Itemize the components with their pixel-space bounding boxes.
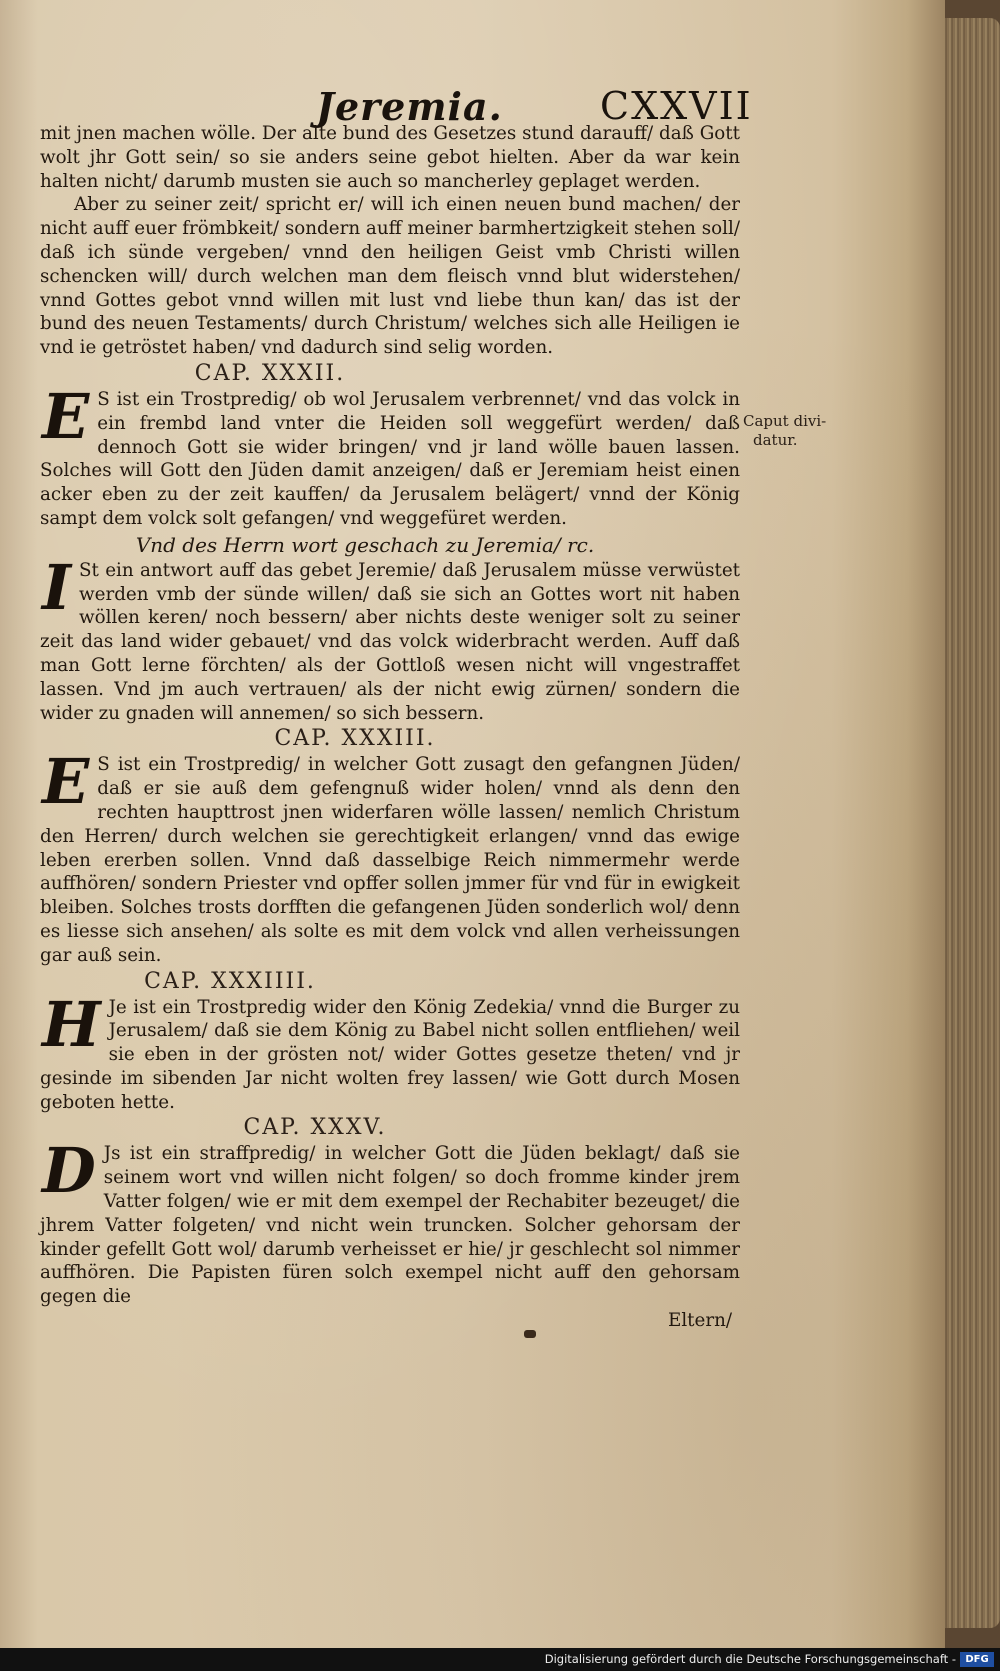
marginal-note [743, 412, 853, 450]
paragraph-chapter-35 [40, 1134, 740, 1309]
drop-initial-h: H [42, 987, 101, 1061]
paragraph-chapter-33 [40, 745, 740, 967]
paragraph-answer-prayer [40, 550, 740, 726]
paragraph-chapter-34 [40, 987, 740, 1115]
ink-blot [524, 1330, 536, 1338]
paragraph-intro-continuation: mit jnen machen wölle. Der alte bund des Gesetzes stund darauff/ daß Gott wolt jhr Gott sein/ so sie anders seine gebot hielten. Aber da war kein halten nicht/ darumb musten sie auch so mancherley geplaget werden. [40, 123, 740, 192]
section-subheading: Vnd des Herrn wort geschach zu Jeremia/ rc. [135, 532, 595, 557]
main-text-column [40, 122, 740, 1333]
running-head-title: Jeremia. [316, 84, 503, 129]
catchword: Eltern/ [667, 1310, 732, 1332]
paragraph-chapter-34-text: Je ist ein Trostpredig wider den König Zedekia/ vnnd die Burger zu Jerusalem/ daß sie dem König zu Babel nicht sollen entfliehen/ weil sie eben in der grösten not/ wider Gottes gesetze theten/ vnd jr gesinde im sibenden Jar nicht wolten frey lassen/ wie Gott durch Mosen geboten hette. [40, 996, 740, 1113]
drop-initial-d: D [42, 1134, 96, 1208]
drop-initial-e: E [42, 745, 90, 819]
marginal-note-line-1: Caput divi- [743, 412, 827, 430]
folio-number: CXXVII [600, 84, 753, 128]
paragraph-chapter-35-text: Js ist ein straffpredig/ in welcher Gott die Jüden beklagt/ daß sie seinem wort vnd willen nicht folgen/ so doch fromme kinder jrem Vatter folgen/ wie er mit dem exempel der Rechabiter bezeuget/ die jhrem Vatter folgeten/ vnd nicht wein truncken. Solcher gehorsam der kinder gefellt Gott wol/ darumb verheisset er hie/ jr geschlecht sol nimmer auffhören. Die Papisten füren solch exempel nicht auff den gehorsam gegen die [40, 1143, 740, 1308]
digitization-footer [0, 1648, 1000, 1671]
paragraph-chapter-32-text: S ist ein Trostpredig/ ob wol Jerusalem verbrennet/ vnd das volck in ein frembd land vnter die Heiden soll weggefürt werden/ daß dennoch Gott sie wider bringen/ vnd jr land wölle bauen lassen. Solches will Gott den Jüden damit anzeigen/ daß er Jeremiam heist einen acker eben zu der zeit kauffen/ da Jerusalem belägert/ vnnd der König sampt dem volck solt gefangen/ vnd weggefüret werden. [40, 388, 740, 529]
marginal-note-line-2: datur. [753, 431, 798, 449]
footer-credit-text: Digitalisierung gefördert durch die Deutsche Forschungsgemeinschaft - [544, 1652, 956, 1666]
chapter-heading-32: CAP. XXXII. [194, 360, 346, 386]
drop-initial-i: I [42, 550, 72, 624]
paragraph-new-covenant: Aber zu seiner zeit/ spricht er/ will ich einen neuen bund machen/ der nicht auff euer frömbkeit/ sondern auff meiner barmhertzigkeit stehen soll/ daß ich sünde vergeben/ vnnd den heiligen Geist vmb Christi willen schencken will/ durch welchen man dem fleisch vnnd blut widerstehen/ vnnd Gottes gebot vnnd willen mit lust vnd liebe thun kan/ das ist der bund des neuen Testaments/ durch Christum/ welches sich alle Heiligen ie vnd ie getröstet haben/ vnd dadurch sind selig worden. [40, 194, 740, 359]
paragraph-chapter-33-text: S ist ein Trostpredig/ in welcher Gott zusagt den gefangnen Jüden/ daß er sie auß dem gefengnuß wider holen/ vnnd als denn den rechten haupttrost jnen widerfaren wölle lassen/ nemlich Christum den Herren/ durch welchen sie gerechtigkeit erlangen/ vnnd das ewige leben ererben sollen. Vnnd daß dasselbige Reich nimmermehr werde auffhören/ sondern Priester vnd opffer sollen jmmer für vnd für in ewigkeit bleiben. Solches trosts dorfften die gefangenen Jüden sonderlich wol/ denn es liesse sich ansehen/ als solte es mit dem volck vnd allen verheissungen gar auß sein. [40, 754, 740, 966]
chapter-heading-33: CAP. XXXIII. [274, 726, 436, 752]
dfg-logo: DFG [960, 1652, 994, 1667]
paragraph-chapter-32 [40, 379, 740, 531]
chapter-heading-34: CAP. XXXIIII. [144, 968, 316, 994]
chapter-heading-35: CAP. XXXV. [243, 1115, 387, 1141]
book-page-edges [942, 18, 1000, 1628]
drop-initial-e: E [42, 379, 90, 453]
paragraph-answer-prayer-text: St ein antwort auff das gebet Jeremie/ daß Jerusalem müsse verwüstet werden vmb der sünde willen/ daß sie sich an Gottes wort nit haben wöllen keren/ noch bessern/ aber nichts deste weniger solt zu seiner zeit das land wider gebauet/ vnd das volck widerbracht werden. Auff daß man Gott lerne förchten/ als der Gottloß wesen nicht will vngestraffet lassen. Vnd jm auch vertrauen/ als der nicht ewig zürnen/ sondern die wider zu gnaden will annemen/ so sich bessern. [40, 559, 740, 724]
